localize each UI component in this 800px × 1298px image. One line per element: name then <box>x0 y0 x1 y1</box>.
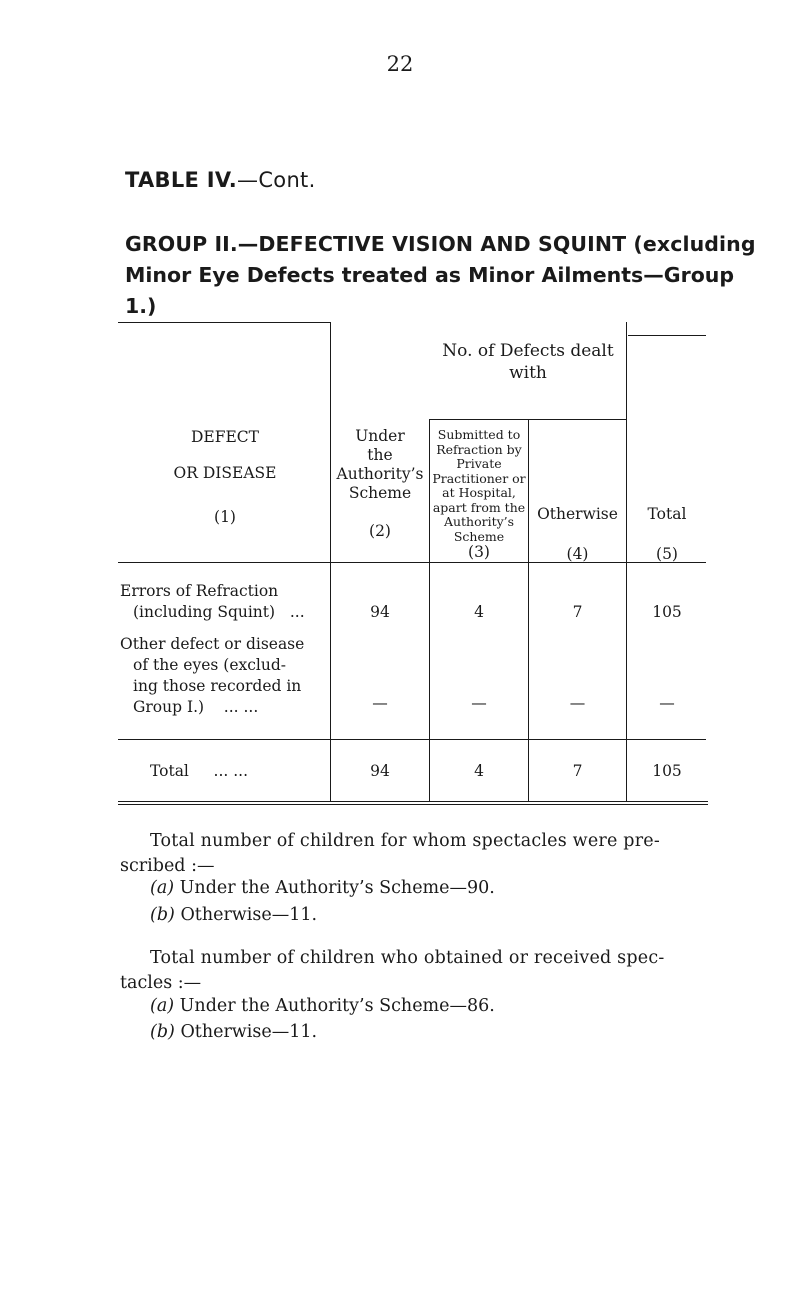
row2-value-col3: — <box>471 694 487 712</box>
group-heading-line1: GROUP II.—DEFECTIVE VISION AND SQUINT (excluding <box>125 232 756 256</box>
total-value-col3: 4 <box>474 762 484 780</box>
para2-line1: Total number of children who obtained or received spec- <box>150 948 665 968</box>
spanning-header-text: No. of Defects dealt with <box>442 341 614 383</box>
total-row-label: Total ... ... <box>150 762 249 780</box>
col1-header <box>120 427 330 527</box>
row2-label-line4: Group I.) ... ... <box>133 698 259 716</box>
row2-value-col4: — <box>569 694 586 712</box>
col2-header-line4: Scheme <box>348 484 412 502</box>
col4-header <box>529 504 626 564</box>
col1-header-number: (1) <box>214 508 236 526</box>
total-value-col4: 7 <box>572 762 583 780</box>
col5-header-line1: Total <box>647 505 687 523</box>
body-bottom-rule <box>118 739 706 740</box>
col3-header-line4: Practitioner or <box>432 470 526 486</box>
row2-label-line1: Other defect or disease <box>120 635 305 653</box>
row1-value-col2: 94 <box>370 603 390 621</box>
total-value-col5: 105 <box>652 762 682 780</box>
col2-header-line2: the <box>367 446 393 464</box>
row1-value-col4: 7 <box>572 603 583 621</box>
col3-header-line3: Private <box>456 456 502 471</box>
row2-label-line3: ing those recorded in <box>133 677 302 695</box>
col1-header-line1: DEFECT <box>190 428 259 446</box>
column-divider-1 <box>330 322 331 802</box>
table-title <box>125 168 316 192</box>
col3-header-line2: Refraction by <box>436 441 522 457</box>
col5-header-number: (5) <box>656 545 678 563</box>
row1-value-col5: 105 <box>652 603 682 621</box>
para2-item-b: (b) Otherwise—11. <box>150 1022 318 1042</box>
table-title-suffix: —Cont. <box>237 168 316 192</box>
col4-header-number: (4) <box>566 545 589 563</box>
total-value-col2: 94 <box>370 762 390 780</box>
table-top-rule <box>118 322 330 323</box>
table-top-rule-right <box>628 335 706 336</box>
col3-header-line6: apart from the <box>432 499 526 515</box>
total-bottom-rule-1 <box>118 801 708 802</box>
para2-item-a: (a) Under the Authority’s Scheme—86. <box>150 996 495 1016</box>
group-heading <box>125 229 765 322</box>
para1-item-a: (a) Under the Authority’s Scheme—90. <box>150 878 495 898</box>
spectacles-obtained-paragraph <box>120 946 710 996</box>
row2-label-line2: of the eyes (exclud- <box>133 656 287 674</box>
table-row-1-label <box>120 581 330 623</box>
col3-header-line7: Authority’s <box>443 514 515 529</box>
col5-header <box>627 504 707 564</box>
para1-line1: Total number of children for whom spectacles were pre- <box>150 831 660 851</box>
para2-line2: tacles :— <box>120 973 202 993</box>
col1-header-line2: OR DISEASE <box>173 464 277 482</box>
col3-header-line1: Submitted to <box>437 427 521 442</box>
total-bottom-rule-2 <box>118 804 708 805</box>
table-title-main: TABLE IV. <box>125 168 238 192</box>
table-row-2-label <box>120 634 330 718</box>
para1-item-b: (b) Otherwise—11. <box>150 905 318 925</box>
spanning-header <box>438 340 618 384</box>
col3-header <box>430 428 528 560</box>
row2-value-col5: — <box>659 694 675 712</box>
col3-header-line8: Scheme <box>453 528 505 544</box>
col3-header-number: (3) <box>468 543 490 561</box>
row1-value-col3: 4 <box>474 603 484 621</box>
col4-header-line1: Otherwise <box>537 505 618 523</box>
col3-header-line5: at Hospital, <box>442 485 516 500</box>
page-number: 22 <box>386 52 414 76</box>
col2-header-number: (2) <box>369 522 391 540</box>
row1-label-line2: (including Squint) ... <box>133 603 305 621</box>
row1-label-line1: Errors of Refraction <box>120 582 279 600</box>
col2-header-line1: Under <box>355 427 405 445</box>
group-heading-line2: Minor Eye Defects treated as Minor Ailments—Group 1.) <box>125 263 735 318</box>
para1-line2: scribed :— <box>120 856 215 876</box>
spectacles-prescribed-paragraph <box>120 829 710 879</box>
row2-value-col2: — <box>372 694 388 712</box>
col2-header <box>331 427 429 541</box>
col2-header-line3: Authority’s <box>336 465 424 483</box>
